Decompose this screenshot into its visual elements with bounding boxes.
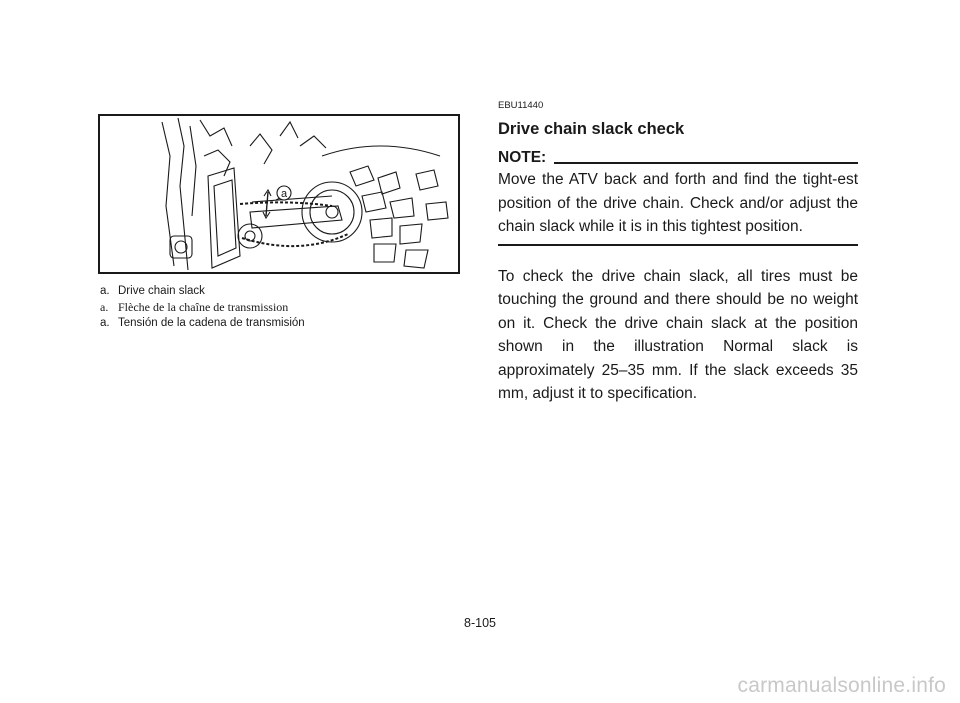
caption-text: Flèche de la chaîne de transmission — [118, 300, 289, 314]
caption-text: Drive chain slack — [118, 285, 205, 297]
note-header — [498, 148, 858, 168]
section-content — [498, 100, 858, 406]
drive-chain-icon — [100, 116, 458, 272]
caption-letter: a. — [100, 317, 110, 329]
section-code: EBU11440 — [498, 100, 544, 111]
caption-english — [100, 283, 460, 299]
caption-letter: a. — [100, 300, 109, 314]
note-label: NOTE: — [498, 149, 547, 166]
caption-french — [100, 299, 460, 315]
caption-spanish — [100, 315, 460, 331]
section-heading: Drive chain slack check — [498, 120, 685, 138]
caption-letter: a. — [100, 285, 110, 297]
body-text: To check the drive chain slack, all tires must be touching the ground and there should be no weight on it. Check the drive chain slack at the position shown in the illustration Normal slack is approximately 25–35 mm. If the slack exceeds 35 mm, adjust it to specification. — [498, 267, 858, 402]
note-divider — [554, 162, 858, 164]
drive-chain-illustration — [98, 114, 460, 274]
figure-captions — [100, 283, 460, 331]
callout-label: a — [280, 188, 288, 200]
caption-text: Tensión de la cadena de transmisión — [118, 317, 305, 329]
page-number: 8-105 — [464, 616, 496, 630]
watermark: carmanualsonline.info — [737, 674, 946, 697]
note-text: Move the ATV back and forth and find the tight-est position of the drive chain. Check and/or adjust the chain slack while it is in this tightest position. — [498, 171, 858, 235]
note-end-divider — [498, 244, 858, 246]
